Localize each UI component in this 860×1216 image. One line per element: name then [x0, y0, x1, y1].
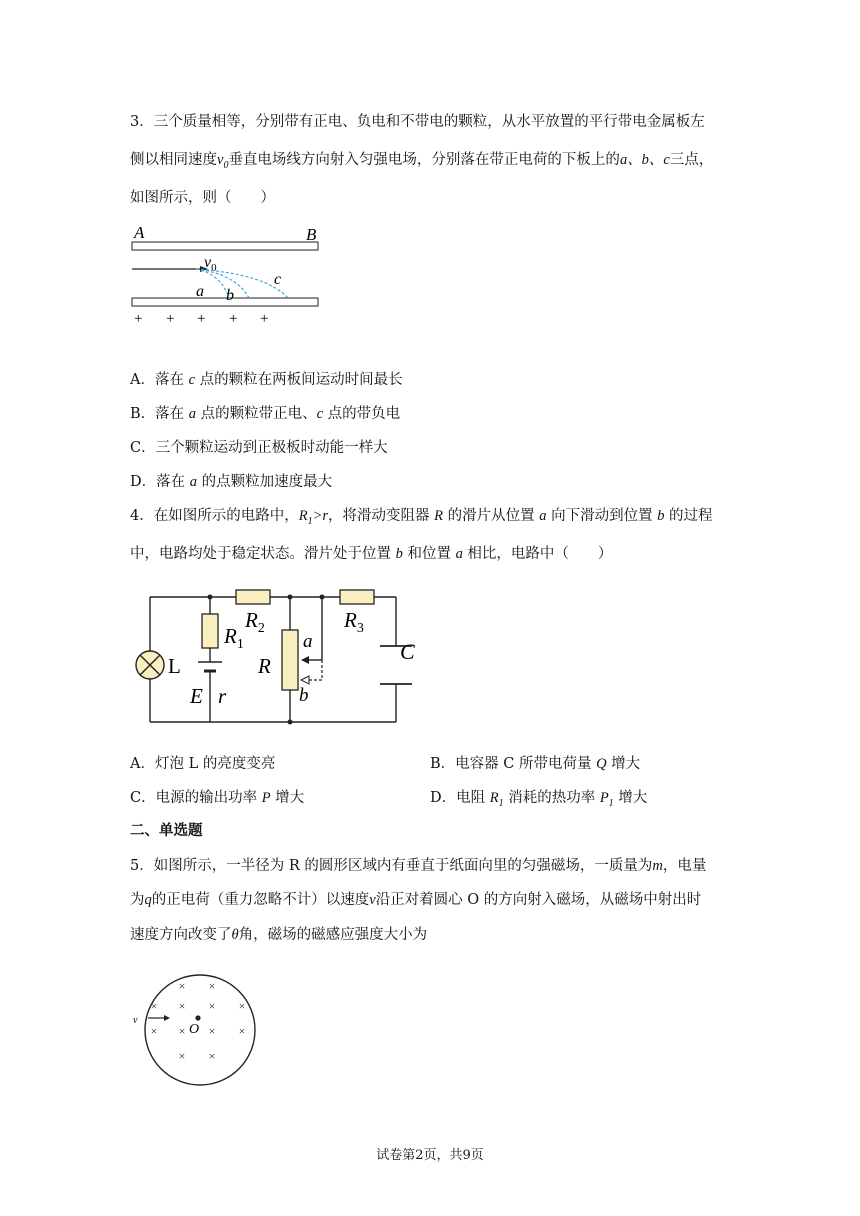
label-b: b — [299, 685, 309, 706]
q3-line2-text-c: 三点， — [669, 152, 714, 168]
q3-line3: 如图所示，则（ ） — [130, 190, 275, 206]
svg-text:+: + — [166, 311, 175, 327]
lower-plate — [132, 298, 318, 306]
q4-option-b: B．电容器 C 所带电荷量 Q 增大 — [430, 756, 641, 772]
svg-text:×: × — [238, 1024, 246, 1038]
q3-line1: 3．三个质量相等，分别带有正电、负电和不带电的颗粒，从水平放置的平行带电金属板左 — [130, 114, 705, 130]
q4-r1: $R_1$ — [298, 508, 313, 527]
label-r2: $R_2$ — [245, 608, 265, 636]
label-a: a — [303, 631, 313, 652]
velocity-label: $v_0$ — [204, 254, 217, 274]
plus-signs — [134, 311, 268, 327]
svg-text:×: × — [150, 999, 158, 1013]
svg-text:×: × — [208, 1024, 216, 1038]
plate-label-a: A — [134, 223, 145, 242]
resistor-r3 — [340, 590, 374, 604]
q3-line2-text-a: 侧以相同速度 — [130, 152, 217, 168]
q3-line2 — [130, 150, 713, 176]
q4-circuit-diagram — [132, 582, 432, 732]
svg-text:+: + — [197, 311, 206, 327]
label-r-internal: r — [218, 684, 227, 708]
svg-text:×: × — [208, 999, 216, 1013]
q5-line1: 5．如图所示，一半径为 R 的圆形区域内有垂直于纸面向里的匀强磁场，一质量为m，电量 — [130, 858, 707, 874]
svg-text:×: × — [150, 1024, 158, 1038]
velocity-label: v — [133, 1015, 138, 1026]
svg-text:×: × — [208, 979, 216, 993]
upper-plate — [132, 242, 318, 250]
label-r: R — [258, 654, 271, 678]
svg-text:×: × — [178, 999, 186, 1013]
svg-text:×: × — [178, 979, 186, 993]
point-label-b: b — [226, 287, 234, 304]
center-o-label: O — [189, 1022, 200, 1037]
q3-option-a: A．落在 c 点的颗粒在两板间运动时间最长 — [130, 372, 403, 388]
q3-option-b: B．落在 a 点的颗粒带正电、c 点的带负电 — [130, 406, 401, 422]
label-r1: $R_1$ — [224, 624, 244, 652]
section-heading: 二、单选题 — [130, 822, 203, 839]
label-r3: $R_3$ — [344, 608, 364, 636]
q3-line2-text-b: 垂直电场线方向射入匀强电场，分别落在带正电荷的下板上的 — [228, 152, 620, 168]
svg-text:×: × — [238, 999, 246, 1013]
q4-line1: 4．在如图所示的电路中，$R_1>r$，将滑动变阻器 R 的滑片从位置 a 向下滑动到位置 b 的过程 — [130, 508, 713, 527]
q5-line2: 为q的正电荷（重力忽略不计）以速度v沿正对着圆心 O 的方向射入磁场，从磁场中射出时 — [130, 892, 702, 908]
svg-text:×: × — [208, 1049, 216, 1063]
label-c: C — [400, 639, 415, 664]
resistor-r1 — [202, 614, 218, 648]
page-footer: 试卷第2页，共9页 — [376, 1148, 484, 1163]
label-e: E — [190, 684, 203, 708]
q3-v0: $v_0$ — [217, 152, 229, 171]
point-label-c: c — [274, 271, 282, 288]
svg-text:+: + — [260, 311, 269, 327]
point-label-a: a — [196, 283, 204, 300]
svg-text:×: × — [178, 1049, 186, 1063]
q5-line3: 速度方向改变了θ角，磁场的磁感应强度大小为 — [130, 927, 428, 943]
rheostat-r — [282, 630, 298, 690]
q3-option-c: C．三个颗粒运动到正极板时动能一样大 — [130, 440, 388, 456]
q3-points: a、b、c — [619, 152, 670, 168]
resistor-r2 — [236, 590, 270, 604]
q5-magnetic-field-figure — [130, 960, 270, 1100]
center-o-dot — [195, 1015, 200, 1020]
q4-option-a: A．灯泡 L 的亮度变亮 — [130, 756, 276, 772]
svg-text:+: + — [134, 311, 143, 327]
q4-line2: 中，电路均处于稳定状态。滑片处于位置 b 和位置 a 相比，电路中（ ） — [130, 546, 613, 562]
svg-text:+: + — [229, 311, 238, 327]
q4-option-d: D．电阻 $R_1$ 消耗的热功率 $P_1$ 增大 — [430, 790, 648, 809]
plate-label-b: B — [306, 225, 317, 244]
svg-text:×: × — [178, 1024, 186, 1038]
label-l: L — [168, 654, 181, 678]
q3-figure-parallel-plates — [126, 222, 326, 332]
q4-option-c: C．电源的输出功率 P 增大 — [130, 790, 305, 806]
q3-option-d: D．落在 a 的点颗粒加速度最大 — [130, 474, 333, 490]
